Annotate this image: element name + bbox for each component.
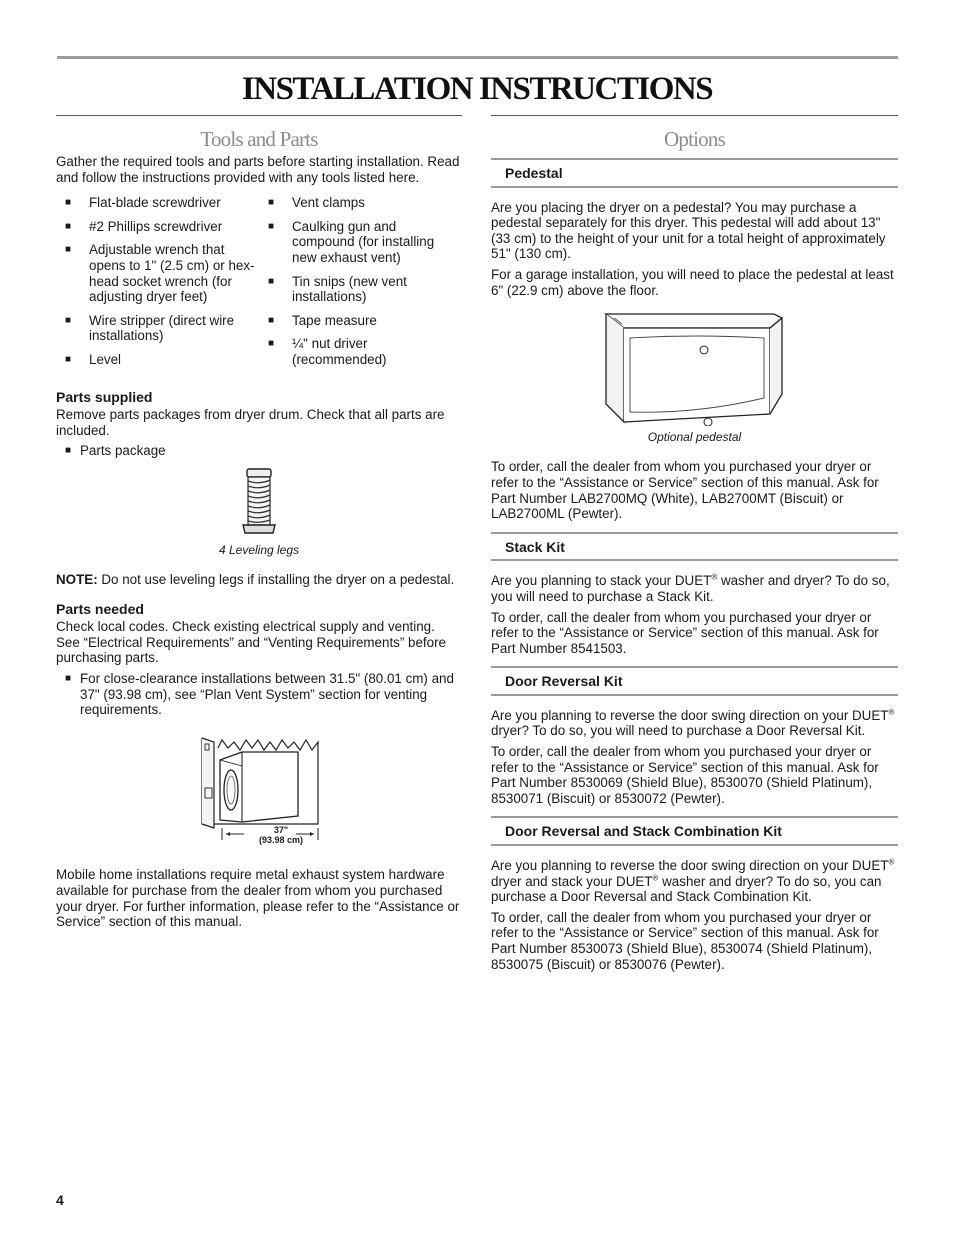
tools-list <box>56 195 462 375</box>
registered-mark: ® <box>888 857 895 867</box>
combo-kit-text-1a: Are you planning to reverse the door swing direction on your DUET <box>491 858 889 874</box>
combo-kit-heading: Door Reversal and Stack Combination Kit <box>491 816 898 846</box>
note-body: Do not use leveling legs if installing the dryer on a pedestal. <box>97 572 455 588</box>
registered-mark: ® <box>652 873 659 883</box>
stack-kit-text-1a: Are you planning to stack your DUET <box>491 573 712 589</box>
list-item: ■ ¼" nut driver (recommended) <box>259 336 462 367</box>
options-section <box>491 126 898 977</box>
pedestal-icon <box>602 310 788 426</box>
section-heading-options: Options <box>664 127 725 151</box>
stack-kit-text-2: To order, call the dealer from whom you purchased your dryer or refer to the “Assistance or Service” section of this manual. Ask for Part Number 8541503. <box>491 609 879 656</box>
parts-needed-text: Check local codes. Check existing electrical supply and venting. See “Electrical Requirements” and “Venting Requirements” before purchasing parts. <box>56 619 447 666</box>
page-number: 4 <box>56 1192 64 1208</box>
door-reversal-text-1b: dryer? To do so, you will need to purchase a Door Reversal Kit. <box>491 723 866 739</box>
dimension-cm: (93.98 cm) <box>258 835 304 846</box>
pedestal-caption: Optional pedestal <box>647 429 742 444</box>
page-title: INSTALLATION INSTRUCTIONS <box>241 71 713 107</box>
section-heading-tools: Tools and Parts <box>200 127 318 151</box>
combo-kit-text-1b: dryer and stack your DUET <box>491 873 653 889</box>
pedestal-text-1: Are you placing the dryer on a pedestal? You may purchase a pedestal separately for this dryer. This pedestal will add about 13" (33 cm) to the height of your unit for a total height of approximately 51" (130 cm). <box>491 199 886 262</box>
list-item: ■ Tape measure <box>259 313 462 329</box>
tools-intro: Gather the required tools and parts before starting installation. Read and follow the instructions provided with any tools listed here. <box>56 154 460 185</box>
pedestal-text-2: For a garage installation, you will need to place the pedestal at least 6" (22.9 cm) above the floor. <box>491 266 894 298</box>
registered-mark: ® <box>711 572 718 582</box>
stack-kit-heading: Stack Kit <box>491 532 898 562</box>
left-column-rule <box>56 115 462 116</box>
tools-list-col2 <box>259 195 462 375</box>
parts-needed-list <box>56 671 462 718</box>
parts-supplied-list <box>56 443 462 459</box>
list-item: ■ Vent clamps <box>259 195 462 211</box>
list-item: ■ Caulking gun and compound (for installing new exhaust vent) <box>259 219 462 266</box>
pedestal-illustration <box>491 310 898 430</box>
list-item: ■ Parts package <box>56 443 462 459</box>
stack-kit-text-1 <box>491 573 898 604</box>
note-text <box>56 572 462 588</box>
parts-supplied-heading: Parts supplied <box>56 388 153 405</box>
leveling-legs-caption: 4 Leveling legs <box>218 542 300 557</box>
pedestal-heading: Pedestal <box>491 158 898 188</box>
door-reversal-text-1a: Are you planning to reverse the door swing direction on your DUET <box>491 707 889 723</box>
list-item: ■ Flat-blade screwdriver <box>56 195 259 211</box>
top-rule <box>57 56 898 59</box>
door-reversal-heading: Door Reversal Kit <box>491 666 898 696</box>
tools-list-col1 <box>56 195 259 375</box>
parts-supplied-text: Remove parts packages from dryer drum. Check that all parts are included. <box>56 407 445 438</box>
mobile-home-text: Mobile home installations require metal exhaust system hardware available for purchase from the dealer from whom you purchased your dryer. For further information, please refer to the “Assistance or Service” section of this manual. <box>56 867 460 930</box>
leveling-leg-illustration <box>56 467 462 541</box>
tools-and-parts-section <box>56 126 462 935</box>
list-item: ■ For close-clearance installations between 31.5" (80.01 cm) and 37" (93.98 cm), see “Plan Vent System” section for venting requirements. <box>56 671 462 718</box>
combo-kit-text-1c: washer and dryer? To do so, you can purchase a Door Reversal and Stack Combination Kit. <box>491 873 882 905</box>
combo-kit-text-2: To order, call the dealer from whom you purchased your dryer or refer to the “Assistance or Service” section of this manual. Ask for Part Number 8530073 (Shield Blue), 8530074 (Shield Platinum), 8530075 (Biscuit) or 8530076 (Pewter). <box>491 909 879 972</box>
list-item: ■ Tin snips (new vent installations) <box>259 274 462 305</box>
list-item: ■ Wire stripper (direct wire installations) <box>56 313 259 344</box>
list-item: ■ Adjustable wrench that opens to 1" (2.5 cm) or hex-head socket wrench (for adjusting dryer feet) <box>56 242 259 304</box>
stack-kit-text-1b: washer and dryer? To do so, you will need to purchase a Stack Kit. <box>491 573 890 604</box>
door-reversal-text-1 <box>491 708 898 739</box>
leveling-leg-icon <box>237 467 281 537</box>
combo-kit-text-1 <box>491 858 898 905</box>
right-column-rule <box>491 115 898 116</box>
parts-needed-heading: Parts needed <box>56 600 144 617</box>
dimension-inches: 37" <box>273 825 289 836</box>
list-item: ■ Level <box>56 352 259 368</box>
note-label: NOTE: <box>56 572 98 588</box>
list-item: ■ #2 Phillips screwdriver <box>56 219 259 235</box>
registered-mark: ® <box>888 707 895 717</box>
door-reversal-text-2: To order, call the dealer from whom you purchased your dryer or refer to the “Assistance or Service” section of this manual. Ask for Part Number 8530069 (Shield Blue), 8530070 (Shield Platinum), 8530071 (Biscuit) or 8530072 (Pewter). <box>491 744 879 806</box>
pedestal-text-3: To order, call the dealer from whom you purchased your dryer or refer to the “Assistance or Service” section of this manual. Ask for Part Number LAB2700MQ (White), LAB2700MT (Biscuit) or LAB2700ML (Pewter). <box>491 459 879 522</box>
